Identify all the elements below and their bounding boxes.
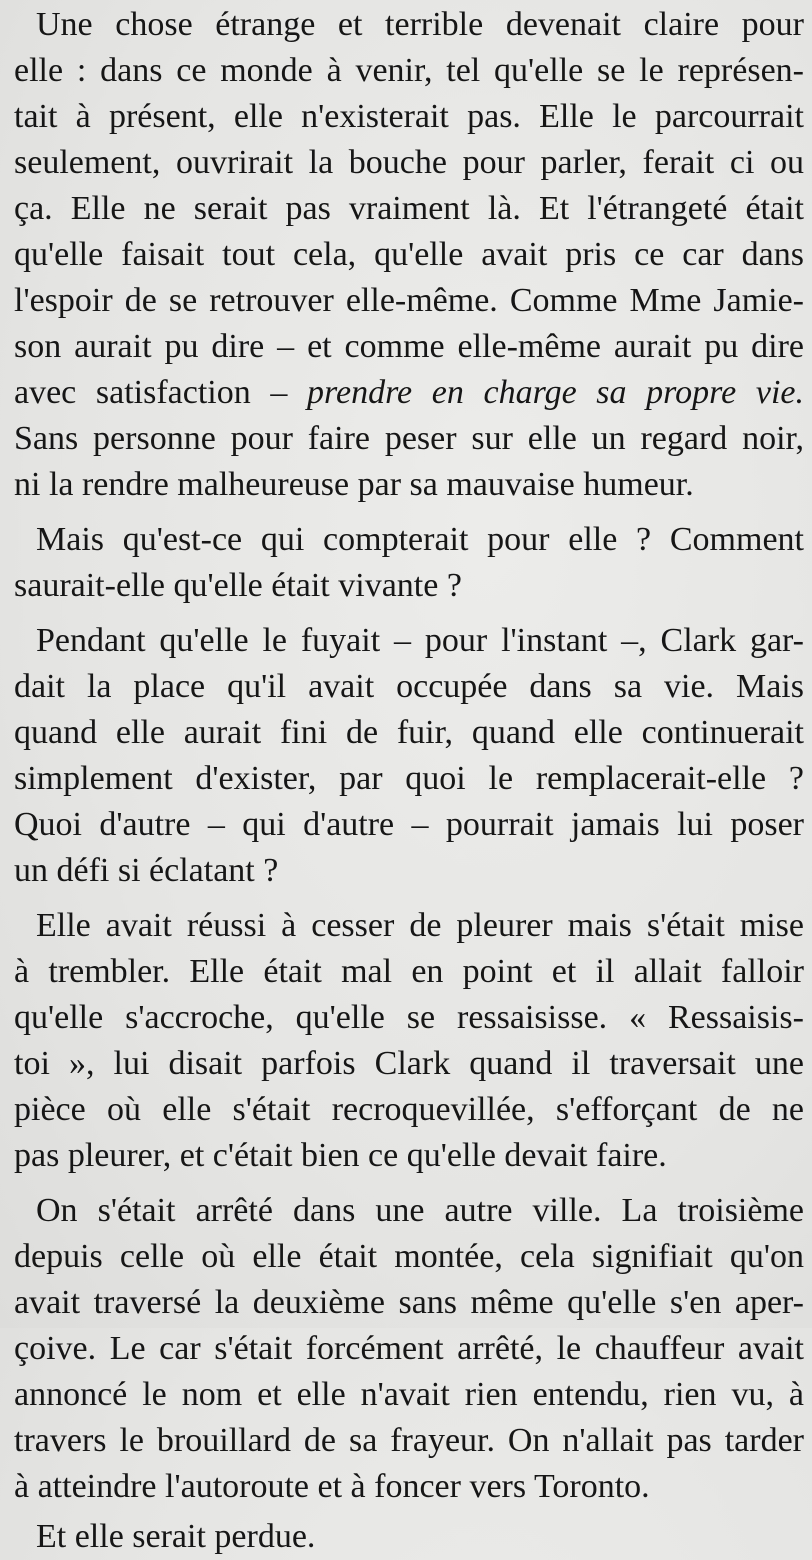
text-line: elle : dans ce monde à venir, tel qu'elle se le représen-	[14, 52, 804, 89]
text-line: Et elle serait perdue.	[36, 1518, 316, 1555]
text-line: un défi si éclatant ?	[14, 852, 279, 889]
text-line: toi », lui disait parfois Clark quand il traversait une	[14, 1045, 804, 1082]
emphasis-text: prendre en charge sa propre vie.	[307, 374, 804, 411]
text-line: On s'était arrêté dans une autre ville. La troisième	[36, 1192, 804, 1229]
text-line: ni la rendre malheureuse par sa mauvaise humeur.	[14, 466, 694, 503]
text-line: Quoi d'autre – qui d'autre – pourrait jamais lui poser	[14, 806, 804, 843]
text-line: depuis celle où elle était montée, cela signifiait qu'on	[14, 1238, 804, 1275]
text-line: dait la place qu'il avait occupée dans sa vie. Mais	[14, 668, 804, 705]
text-line: Sans personne pour faire peser sur elle un regard noir,	[14, 420, 804, 457]
text-line: travers le brouillard de sa frayeur. On n'allait pas tarder	[14, 1422, 804, 1459]
text-line: avait traversé la deuxième sans même qu'elle s'en aper-	[14, 1284, 804, 1321]
text-line: simplement d'exister, par quoi le remplacerait-elle ?	[14, 760, 804, 797]
text-line: l'espoir de se retrouver elle-même. Comme Mme Jamie-	[14, 282, 804, 319]
text-line: ça. Elle ne serait pas vraiment là. Et l'étrangeté était	[14, 190, 804, 227]
paragraph-2	[14, 517, 804, 609]
text-line: annoncé le nom et elle n'avait rien entendu, rien vu, à	[14, 1376, 804, 1413]
text-line: qu'elle faisait tout cela, qu'elle avait pris ce car dans	[14, 236, 804, 273]
text-line: son aurait pu dire – et comme elle-même aurait pu dire	[14, 328, 804, 365]
text-line: pièce où elle s'était recroquevillée, s'efforçant de ne	[14, 1091, 804, 1128]
paragraph-6	[14, 1514, 804, 1560]
paragraph-1	[14, 2, 804, 508]
text-line: qu'elle s'accroche, qu'elle se ressaisisse. « Ressaisis-	[14, 999, 804, 1036]
text-line: pas pleurer, et c'était bien ce qu'elle devait faire.	[14, 1137, 667, 1174]
text-line: seulement, ouvrirait la bouche pour parler, ferait ci ou	[14, 144, 804, 181]
text-line: çoive. Le car s'était forcément arrêté, le chauffeur avait	[14, 1330, 804, 1367]
text-line: saurait-elle qu'elle était vivante ?	[14, 567, 462, 604]
paragraph-5	[14, 1188, 804, 1510]
text-line: quand elle aurait fini de fuir, quand elle continuerait	[14, 714, 804, 751]
text-line: Elle avait réussi à cesser de pleurer mais s'était mise	[36, 907, 804, 944]
text-line: Une chose étrange et terrible devenait claire pour	[36, 6, 804, 43]
text-line: Pendant qu'elle le fuyait – pour l'instant –, Clark gar-	[36, 622, 804, 659]
text-line-italic	[14, 370, 804, 416]
text-line: à trembler. Elle était mal en point et il allait falloir	[14, 953, 804, 990]
paragraph-4	[14, 903, 804, 1179]
text-line: tait à présent, elle n'existerait pas. Elle le parcourrait	[14, 98, 804, 135]
text-line: à atteindre l'autoroute et à foncer vers Toronto.	[14, 1468, 650, 1505]
text-fragment: avec satisfaction –	[14, 374, 308, 411]
paragraph-3	[14, 618, 804, 894]
text-line: Mais qu'est-ce qui compterait pour elle ? Comment	[36, 521, 804, 558]
